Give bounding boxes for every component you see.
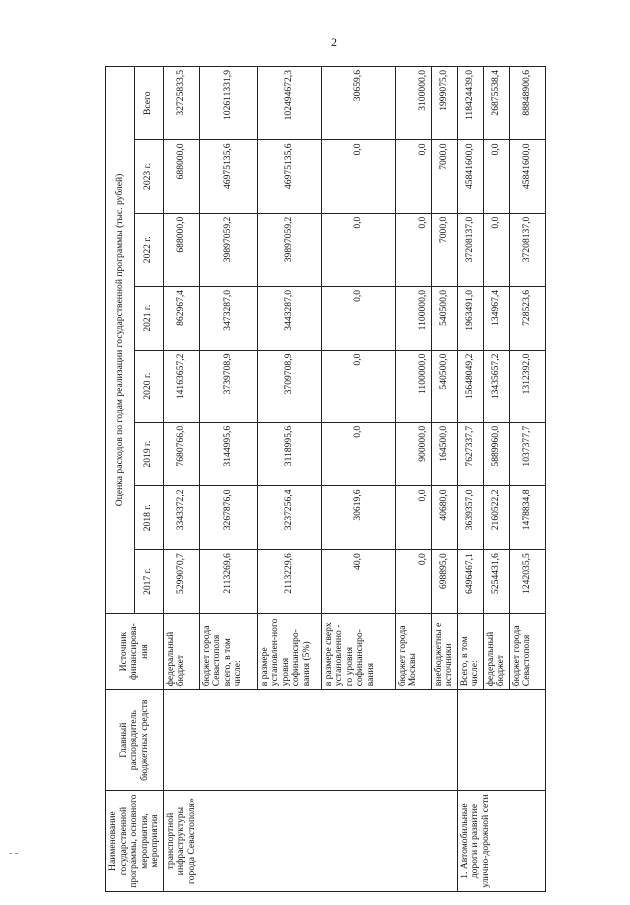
value-cell: 3739708,9 [199, 350, 257, 422]
value-cell: 5299070,7 [163, 550, 199, 614]
value-cell: 7627337,7 [457, 422, 483, 486]
value-cell: 540500,0 [431, 286, 457, 350]
total-cell: 30659,6 [321, 67, 395, 140]
value-cell: 1963491,0 [457, 286, 483, 350]
value-cell: 45841600,0 [457, 140, 483, 213]
value-cell: 2113229,6 [257, 550, 321, 614]
value-cell: 0,0 [321, 213, 395, 286]
value-cell: 3267876,0 [199, 486, 257, 550]
total-cell: 102611331,9 [199, 67, 257, 140]
value-cell: 14163657,2 [163, 350, 199, 422]
value-cell: 0,0 [483, 140, 509, 213]
total-cell: 32725833,5 [163, 67, 199, 140]
value-cell: 0,0 [395, 213, 431, 286]
manager-cell [163, 690, 457, 791]
rotated-table-frame [105, 66, 615, 892]
value-cell: 1100000,0 [395, 350, 431, 422]
value-cell: 3473287,0 [199, 286, 257, 350]
program-name-cell: 1. Автомобильные дороги и развитие улично-дорожной сети [457, 791, 545, 892]
total-cell: 102494672,3 [257, 67, 321, 140]
value-cell: 0,0 [395, 140, 431, 213]
value-cell: 7680766,0 [163, 422, 199, 486]
source-cell: федеральный бюджет [483, 613, 509, 689]
source-cell: внебюджетны е источники [431, 613, 457, 689]
page-number: 2 [331, 35, 337, 49]
value-cell: 0,0 [483, 213, 509, 286]
header-year: 2021 г. [134, 286, 163, 350]
source-cell: бюджет города Севастополя [509, 613, 545, 689]
value-cell: 3709708,9 [257, 350, 321, 422]
header-source: Источник финансирова-ния [106, 613, 164, 689]
source-cell: федеральный бюджет [163, 613, 199, 689]
header-total: Всего [134, 67, 163, 140]
header-year: 2018 г. [134, 486, 163, 550]
value-cell: 5254431,6 [483, 550, 509, 614]
value-cell: 0,0 [395, 550, 431, 614]
total-cell: 1999075,0 [431, 67, 457, 140]
value-cell: 0,0 [321, 422, 395, 486]
value-cell: 3343372,2 [163, 486, 199, 550]
value-cell: 3237256,4 [257, 486, 321, 550]
table-container [105, 66, 615, 892]
header-year: 2019 г. [134, 422, 163, 486]
expenditure-table [105, 66, 546, 892]
value-cell: 2160522,2 [483, 486, 509, 550]
total-cell: 88848900,6 [509, 67, 545, 140]
value-cell: 134967,4 [483, 286, 509, 350]
value-cell: 1478834,8 [509, 486, 545, 550]
header-estimate: Оценка расходов по годам реализации государственной программы (тыс. рублей) [106, 67, 135, 614]
total-cell: 26875538,4 [483, 67, 509, 140]
value-cell: 2113269,6 [199, 550, 257, 614]
table-row [163, 67, 199, 892]
value-cell: 45841600,0 [509, 140, 545, 213]
value-cell: 0,0 [321, 350, 395, 422]
value-cell: 15648049,2 [457, 350, 483, 422]
value-cell: 0,0 [321, 286, 395, 350]
value-cell: 728523,6 [509, 286, 545, 350]
value-cell: 7000,0 [431, 213, 457, 286]
header-year: 2023 г. [134, 140, 163, 213]
margin-mark: - - [9, 848, 19, 859]
value-cell: 164500,0 [431, 422, 457, 486]
value-cell: 39897059,2 [199, 213, 257, 286]
value-cell: 688000,0 [163, 213, 199, 286]
value-cell: 1242035,5 [509, 550, 545, 614]
program-name-cell: транспортной инфраструктуры города Севастополя» [163, 791, 457, 892]
value-cell: 698895,0 [431, 550, 457, 614]
value-cell: 688000,0 [163, 140, 199, 213]
value-cell: 0,0 [395, 486, 431, 550]
value-cell: 862967,4 [163, 286, 199, 350]
value-cell: 3443287,0 [257, 286, 321, 350]
value-cell: 46975135,6 [257, 140, 321, 213]
source-cell: в размере установлен-ного уровня софинансиро-вания (5%) [257, 613, 321, 689]
value-cell: 37208137,0 [509, 213, 545, 286]
source-cell: бюджет города Севастополя всего, в том числе: [199, 613, 257, 689]
value-cell: 3118995,6 [257, 422, 321, 486]
value-cell: 3639357,0 [457, 486, 483, 550]
value-cell: 13435657,2 [483, 350, 509, 422]
header-year: 2020 г. [134, 350, 163, 422]
value-cell: 7000,0 [431, 140, 457, 213]
manager-cell [457, 690, 545, 791]
value-cell: 540500,0 [431, 350, 457, 422]
header-year: 2017 г. [134, 550, 163, 614]
source-cell: Всего, в том числе: [457, 613, 483, 689]
value-cell: 5889960,0 [483, 422, 509, 486]
value-cell: 3144995,6 [199, 422, 257, 486]
source-cell: бюджет города Москвы [395, 613, 431, 689]
value-cell: 40680,0 [431, 486, 457, 550]
value-cell: 40,0 [321, 550, 395, 614]
value-cell: 900000,0 [395, 422, 431, 486]
header-row-1 [106, 67, 135, 892]
value-cell: 1037377,7 [509, 422, 545, 486]
total-cell: 118424439,0 [457, 67, 483, 140]
source-cell: в размере сверх установленно - го уровня софинансиро-вания [321, 613, 395, 689]
total-cell: 3100000,0 [395, 67, 431, 140]
value-cell: 30619,6 [321, 486, 395, 550]
header-year: 2022 г. [134, 213, 163, 286]
value-cell: 37208137,0 [457, 213, 483, 286]
value-cell: 1312392,0 [509, 350, 545, 422]
value-cell: 46975135,6 [199, 140, 257, 213]
value-cell: 1100000,0 [395, 286, 431, 350]
value-cell: 0,0 [321, 140, 395, 213]
header-manager: Главный распорядитель бюджетных средств [106, 690, 164, 791]
table-row [457, 67, 483, 892]
value-cell: 6496467,1 [457, 550, 483, 614]
value-cell: 39897059,2 [257, 213, 321, 286]
header-name: Наименование государственной программы, основного мероприятия, мероприятия [106, 791, 164, 892]
